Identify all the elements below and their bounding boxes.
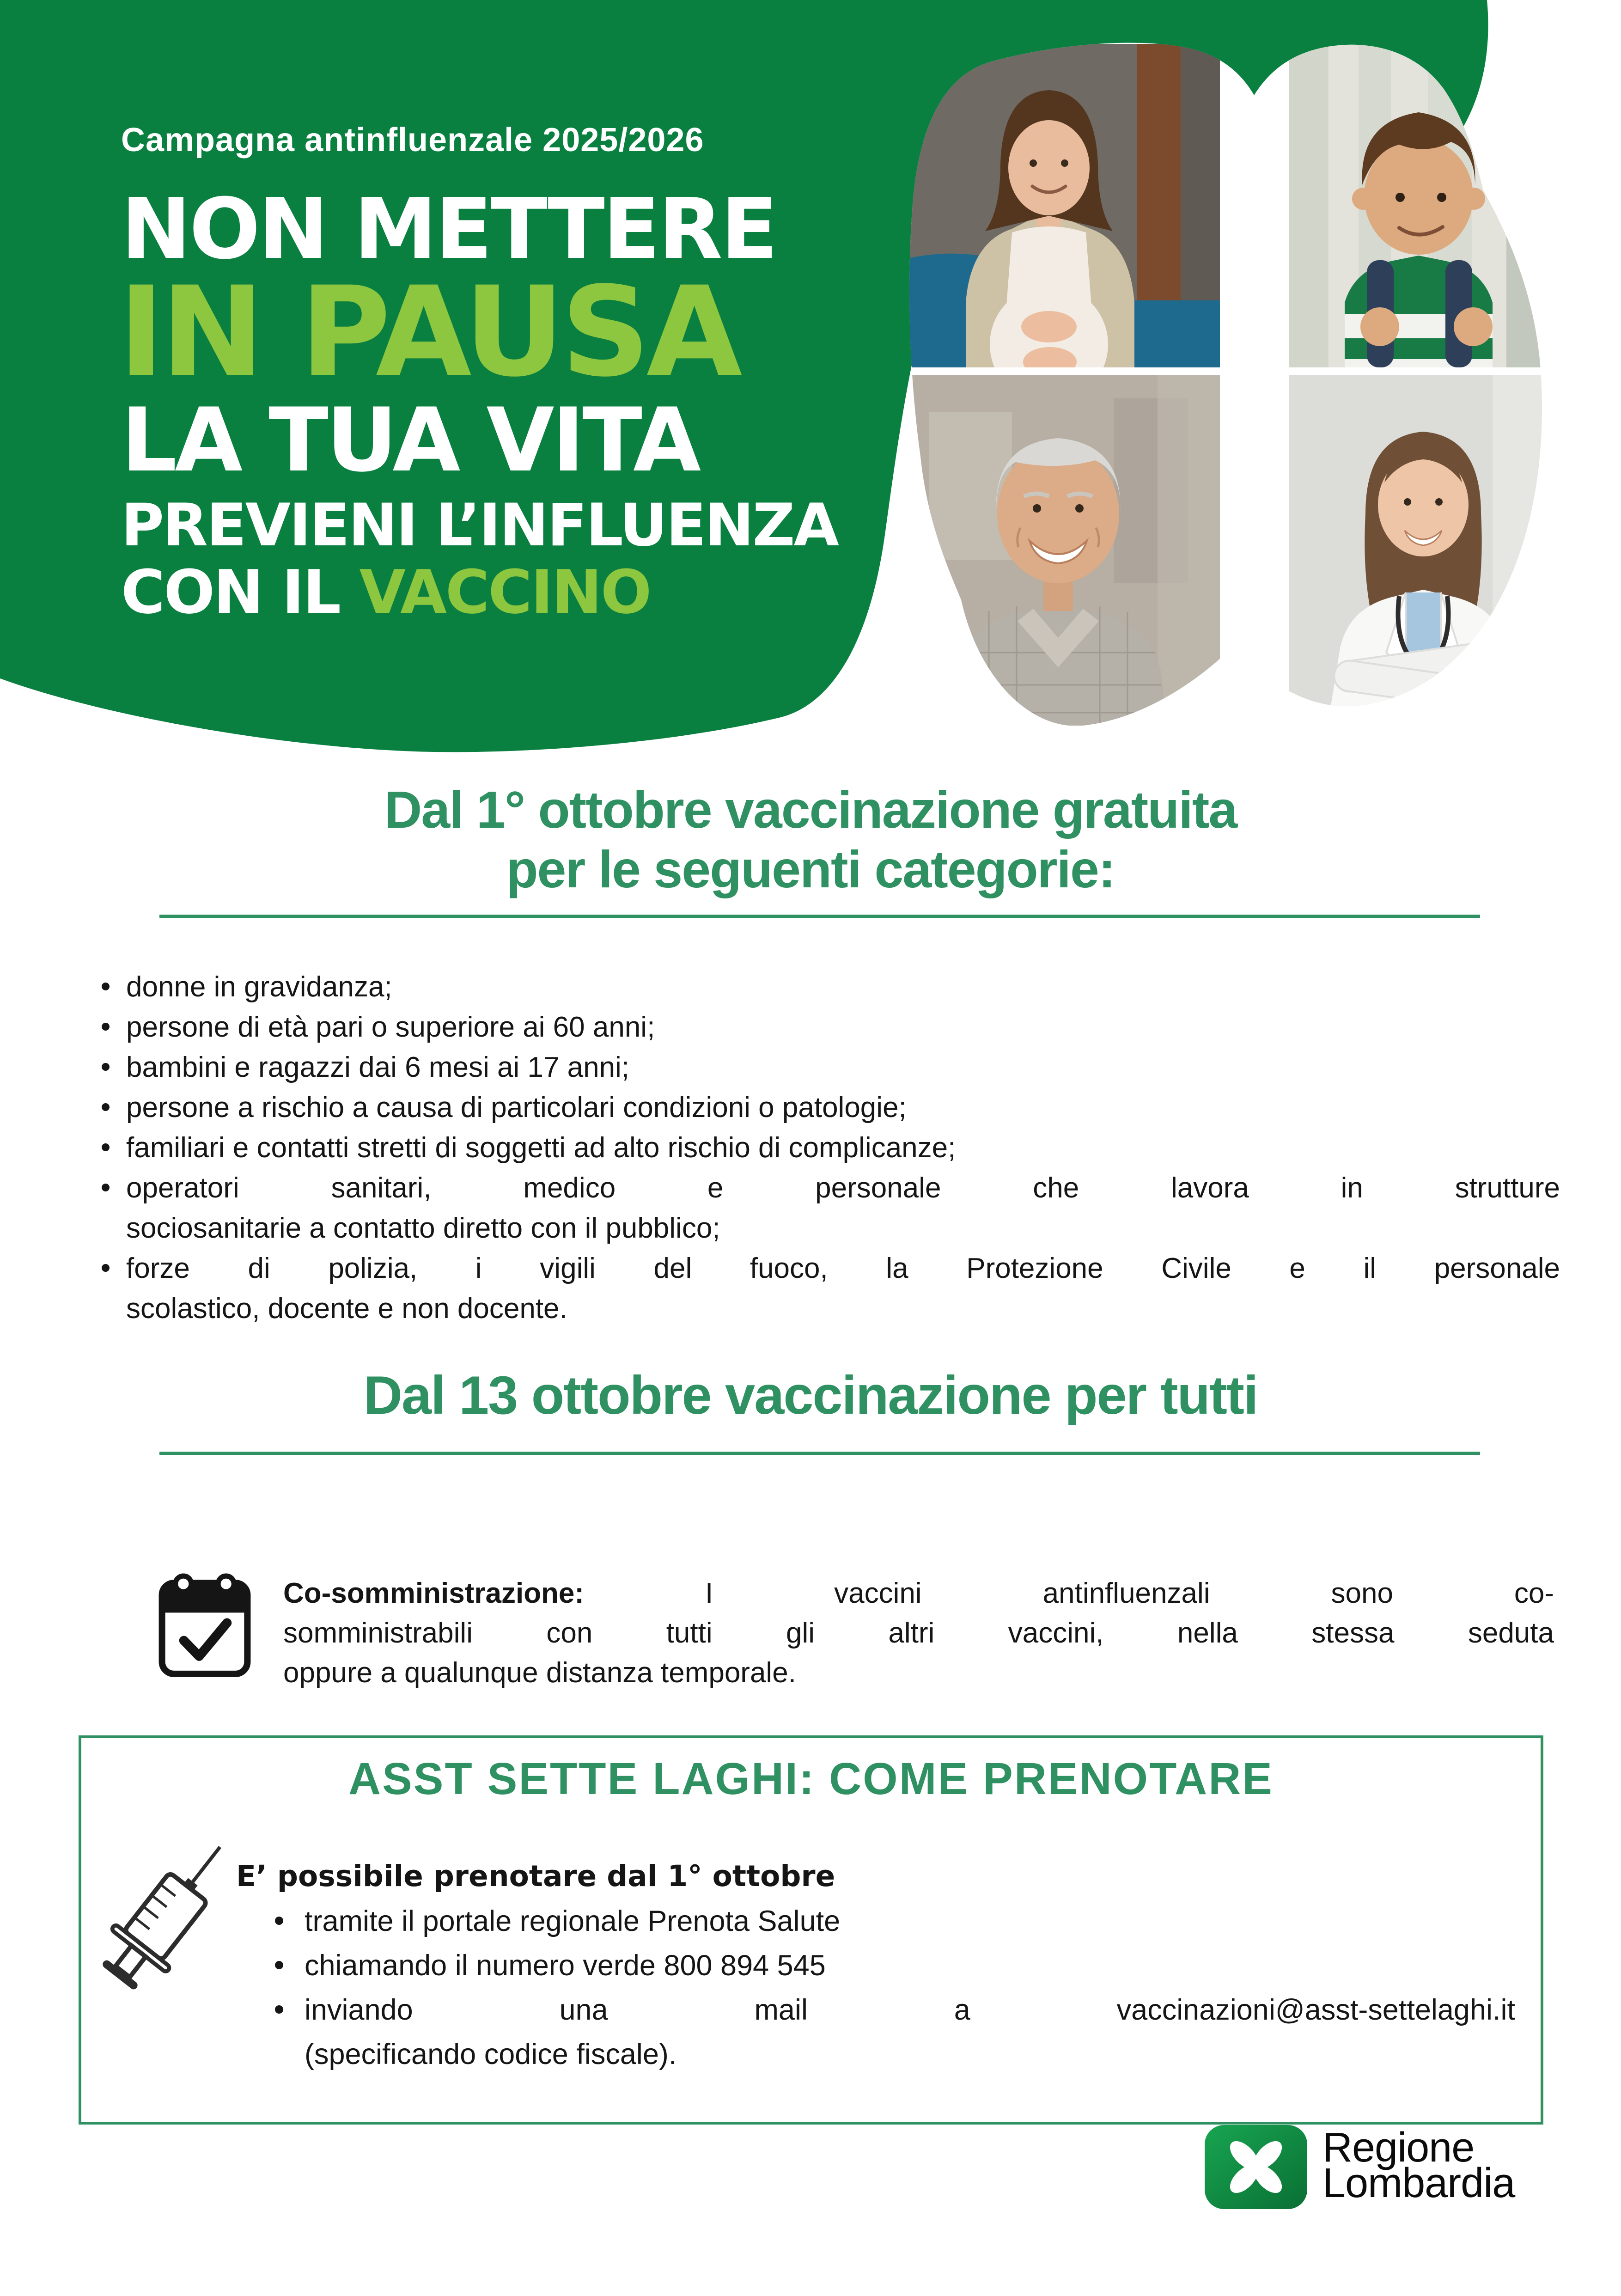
- booking-item-email: [268, 1988, 1515, 2076]
- calendar-check-icon: [158, 1570, 252, 1678]
- section-free-heading-line1: Dal 1° ottobre vaccinazione gratuita: [384, 781, 1237, 839]
- logo-text-line1: Regione: [1322, 2125, 1475, 2171]
- booking-email-text: inviando una mail a vaccinazioni@asst-settelaghi.it: [305, 1994, 1515, 2026]
- list-item-text: scolastico, docente e non docente.: [126, 1293, 567, 1325]
- coadministration-line2: somministrabili con tutti gli altri vaccini, nella stessa seduta: [283, 1617, 1554, 1649]
- list-item-text: persone di età pari o superiore ai 60 anni;: [126, 1011, 655, 1043]
- section-free-divider: [159, 915, 1480, 918]
- headline-line3: LA TUA VITA: [121, 389, 699, 491]
- section-all-divider: [159, 1452, 1480, 1455]
- syringe-icon: [81, 1826, 252, 2006]
- logo-text-line2: Lombardia: [1322, 2160, 1515, 2206]
- list-item-children: [100, 1047, 1560, 1087]
- list-item-pregnant: [100, 967, 1560, 1007]
- section-free-heading-line2: per le seguenti categorie:: [506, 840, 1115, 898]
- headline-line2-accent: IN PAUSA: [118, 260, 739, 404]
- photo-elderly-man: [896, 375, 1220, 726]
- list-item-text: bambini e ragazzi dai 6 mesi ai 17 anni;: [126, 1051, 630, 1083]
- list-item-text: operatori sanitari, medico e personale che lavora in strutture: [126, 1172, 1560, 1204]
- photo-pregnant-woman: [896, 44, 1220, 403]
- headline-line4: PREVIENI L’INFLUENZA: [121, 491, 838, 559]
- coadministration-line1-rest: I vaccini antinfluenzali sono co-: [705, 1577, 1554, 1609]
- list-item-at-risk: [100, 1087, 1560, 1128]
- coadministration-label: Co-somministrazione:: [283, 1577, 585, 1609]
- photo-collage: [896, 43, 1548, 726]
- booking-heading: ASST SETTE LAGHI: COME PRENOTARE: [348, 1753, 1274, 1804]
- list-item-over60: [100, 1007, 1560, 1047]
- list-item-police-school: [100, 1248, 1560, 1329]
- booking-item-text: (specificando codice fiscale).: [305, 2038, 677, 2070]
- regione-lombardia-logo-text: [1322, 2125, 1515, 2206]
- list-item-text: familiari e contatti stretti di soggetti ad alto rischio di complicanze;: [126, 1132, 956, 1164]
- coadministration-line1: [283, 1574, 1554, 1613]
- section-all-heading: Dal 13 ottobre vaccinazione per tutti: [363, 1365, 1258, 1425]
- headline-line5-white: CON IL: [121, 557, 360, 627]
- rosa-camuna-icon: [1205, 2125, 1307, 2209]
- booking-item-phone: [268, 1943, 1515, 1988]
- photo-female-doctor: [1289, 375, 1548, 714]
- booking-list: [268, 1899, 1515, 2076]
- booking-intro: E’ possibile prenotare dal 1° ottobre: [236, 1859, 835, 1893]
- headline-line5: [121, 557, 651, 627]
- booking-item-text: chiamando il numero verde 800 894 545: [305, 1949, 826, 1982]
- photo-boy-with-backpack: [1289, 44, 1548, 367]
- eligibility-list: [100, 967, 1560, 1329]
- headline-line5-accent: VACCINO: [359, 557, 651, 627]
- headline-line1: NON METTERE: [121, 180, 776, 278]
- list-item-text: persone a rischio a causa di particolari condizioni o patologie;: [126, 1092, 907, 1124]
- booking-item-portal: [268, 1899, 1515, 1943]
- list-item-family-contacts: [100, 1128, 1560, 1168]
- coadministration-line3: oppure a qualunque distanza temporale.: [283, 1657, 796, 1689]
- campaign-kicker: Campagna antinfluenzale 2025/2026: [121, 122, 704, 159]
- list-item-health-workers: [100, 1168, 1560, 1248]
- booking-item-text: tramite il portale regionale Prenota Salute: [305, 1905, 841, 1937]
- list-item-text: forze di polizia, i vigili del fuoco, la Protezione Civile e il personale: [126, 1252, 1560, 1284]
- list-item-text: sociosanitarie a contatto diretto con il pubblico;: [126, 1212, 720, 1244]
- coadministration-note: [283, 1574, 1554, 1693]
- list-item-text: donne in gravidanza;: [126, 971, 392, 1003]
